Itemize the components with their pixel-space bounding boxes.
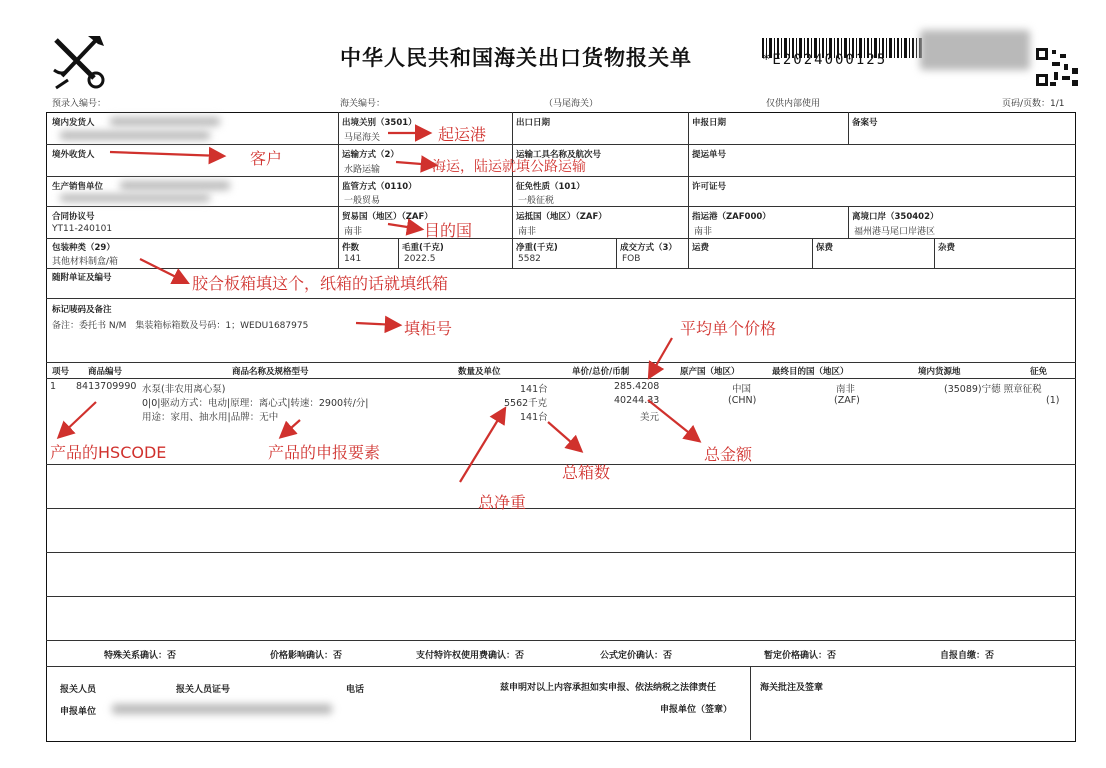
- net-weight-value: 5582: [518, 254, 541, 264]
- internal-use-note: 仅供内部使用: [766, 99, 821, 109]
- package-type-value: 其他材料制盒/箱: [52, 257, 119, 267]
- declare-unit-label: 申报单位: [60, 707, 97, 717]
- self-report-confirm: 自报自缴：否: [940, 651, 995, 661]
- insurance-label: 保费: [816, 243, 834, 253]
- item-unit-price: 285.4208: [614, 381, 660, 392]
- formula-pricing-confirm: 公式定价确认：否: [600, 651, 673, 661]
- item-origin-code: (CHN): [728, 395, 757, 406]
- remarks-label: 标记唛码及备注: [52, 305, 112, 315]
- export-date-label: 出口日期: [516, 118, 551, 128]
- col-final-destination: 最终目的国（地区）: [772, 367, 849, 377]
- freight-label: 运费: [692, 243, 710, 253]
- declare-date-label: 申报日期: [692, 118, 727, 128]
- item-currency: 美元: [640, 412, 660, 423]
- trade-country-label: 贸易国（地区）（ZAF）: [342, 212, 433, 222]
- annotation-customer: 客户: [250, 149, 283, 168]
- col-source: 境内货源地: [918, 367, 961, 377]
- item-qty-1: 141台: [520, 384, 548, 395]
- redacted-declare-unit: [112, 704, 332, 714]
- customs-number-label: 海关编号：: [340, 99, 386, 109]
- destination-country-value: 南非: [518, 227, 537, 237]
- redacted-producer-name: [120, 181, 230, 190]
- page-count: 页码/页数：1/1: [1002, 99, 1065, 109]
- col-hs-code: 商品编号: [88, 367, 123, 377]
- gross-weight-label: 毛重(千克): [402, 243, 444, 253]
- export-port-value: 马尾海关: [344, 133, 381, 143]
- special-relation-confirm: 特殊关系确认：否: [104, 651, 177, 661]
- annotation-hscode: 产品的HSCODE: [50, 443, 167, 462]
- item-spec-line2: 用途：家用、抽水用|品牌：无中: [142, 412, 279, 423]
- misc-fee-label: 杂费: [938, 243, 956, 253]
- contract-no-label: 合同协议号: [52, 212, 95, 222]
- annotation-total-boxes: 总箱数: [562, 463, 611, 482]
- annotation-start-port: 起运港: [438, 125, 487, 144]
- deal-terms-value: FOB: [622, 254, 641, 264]
- item-tax: (1): [1046, 395, 1060, 406]
- declarant-cert-label: 报关人员证号: [176, 685, 231, 695]
- phone-label: 电话: [346, 685, 365, 695]
- annotation-package: 胶合板箱填这个，纸箱的话就填纸箱: [192, 274, 449, 293]
- pieces-label: 件数: [342, 243, 360, 253]
- col-origin: 原产国（地区）: [680, 367, 740, 377]
- col-quantity: 数量及单位: [458, 367, 501, 377]
- customs-note-label: 海关批注及签章: [760, 683, 824, 693]
- destination-port-value: 南非: [694, 227, 713, 237]
- declarant-label: 报关人员: [60, 685, 97, 695]
- col-item-no: 项号: [52, 367, 70, 377]
- deal-terms-label: 成交方式（3）: [620, 243, 677, 253]
- trade-country-value: 南非: [344, 227, 363, 237]
- annotation-container: 填柜号: [404, 319, 453, 338]
- package-type-label: 包装种类（29）: [52, 243, 115, 253]
- item-origin: 中国: [732, 384, 752, 395]
- annotation-total-amount: 总金额: [704, 445, 753, 464]
- barcode-number: *E2024000125: [762, 52, 888, 68]
- departure-port-label: 离境口岸（350402）: [852, 212, 939, 222]
- qr-code-image: [1036, 48, 1080, 88]
- pre-entry-number-label: 预录入编号：: [52, 99, 107, 109]
- item-source: (35089)宁德 照章征税: [944, 384, 1042, 395]
- producer-label: 生产销售单位: [52, 182, 104, 192]
- domestic-shipper-label: 境内发货人: [52, 118, 95, 128]
- bill-of-lading-label: 提运单号: [692, 150, 727, 160]
- attached-docs-label: 随附单证及编号: [52, 273, 112, 283]
- destination-port-label: 指运港（ZAF000）: [692, 212, 771, 222]
- annotation-net-weight: 总净重: [478, 493, 527, 512]
- overseas-consignee-label: 境外收货人: [52, 150, 95, 160]
- departure-port-value: 福州港马尾口岸港区: [854, 227, 936, 237]
- royalty-confirm: 支付特许权使用费确认：否: [416, 651, 525, 661]
- col-goods-name: 商品名称及规格型号: [232, 367, 309, 377]
- item-qty-3: 141台: [520, 412, 548, 423]
- record-no-label: 备案号: [852, 118, 878, 128]
- supervision-mode-value: 一般贸易: [344, 196, 381, 206]
- item-hs-code: 8413709990: [76, 381, 137, 392]
- redacted-barcode-block: [920, 30, 1030, 70]
- item-name: 水泵(非农用离心泵): [142, 384, 226, 395]
- transport-mode-value: 水路运输: [344, 165, 381, 175]
- remarks-value: 备注：委托书 N/M 集装箱标箱数及号码：1；WEDU1687975: [52, 321, 309, 331]
- tax-nature-label: 征免性质（101）: [516, 182, 585, 192]
- item-total-price: 40244.33: [614, 395, 660, 406]
- annotation-declare-elements: 产品的申报要素: [268, 443, 381, 462]
- vessel-voyage-label: 运输工具名称及航次号: [516, 150, 602, 160]
- col-tax: 征免: [1030, 367, 1048, 377]
- redacted-producer-line2: [60, 194, 210, 202]
- contract-no-value: YT11-240101: [52, 224, 113, 234]
- legal-statement: 兹申明对以上内容承担如实申报、依法纳税之法律责任: [500, 683, 717, 693]
- item-destination: 南非: [836, 384, 856, 395]
- page-title: 中华人民共和国海关出口货物报关单: [340, 46, 692, 70]
- redacted-shipper-line2: [60, 131, 210, 140]
- annotation-transport: 海运，陆运就填公路运输: [432, 159, 586, 175]
- price-impact-confirm: 价格影响确认：否: [270, 651, 343, 661]
- tax-nature-value: 一般征税: [518, 196, 555, 206]
- annotation-average-price: 平均单个价格: [680, 319, 777, 338]
- license-no-label: 许可证号: [692, 182, 727, 192]
- item-destination-code: (ZAF): [834, 395, 860, 406]
- customs-emblem-icon: [48, 30, 112, 94]
- supervision-mode-label: 监管方式（0110）: [342, 182, 417, 192]
- gross-weight-value: 2022.5: [404, 254, 436, 264]
- provisional-price-confirm: 暂定价格确认：否: [764, 651, 837, 661]
- pieces-value: 141: [344, 254, 362, 264]
- port-note: （马尾海关）: [544, 99, 599, 109]
- export-port-label: 出境关别（3501）: [342, 118, 417, 128]
- col-price: 单价/总价/币制: [572, 367, 630, 377]
- annotation-destination-country: 目的国: [424, 221, 473, 240]
- redacted-shipper-name: [110, 117, 220, 126]
- declare-unit-seal: 申报单位（签章）: [660, 705, 733, 715]
- transport-mode-label: 运输方式（2）: [342, 150, 399, 160]
- item-qty-2: 5562千克: [504, 398, 548, 409]
- item-row-no: 1: [50, 381, 57, 392]
- item-spec-line1: 0|0|驱动方式：电动|原理：离心式|转速：2900转/分|: [142, 398, 369, 409]
- net-weight-label: 净重(千克): [516, 243, 558, 253]
- destination-country-label: 运抵国（地区）（ZAF）: [516, 212, 607, 222]
